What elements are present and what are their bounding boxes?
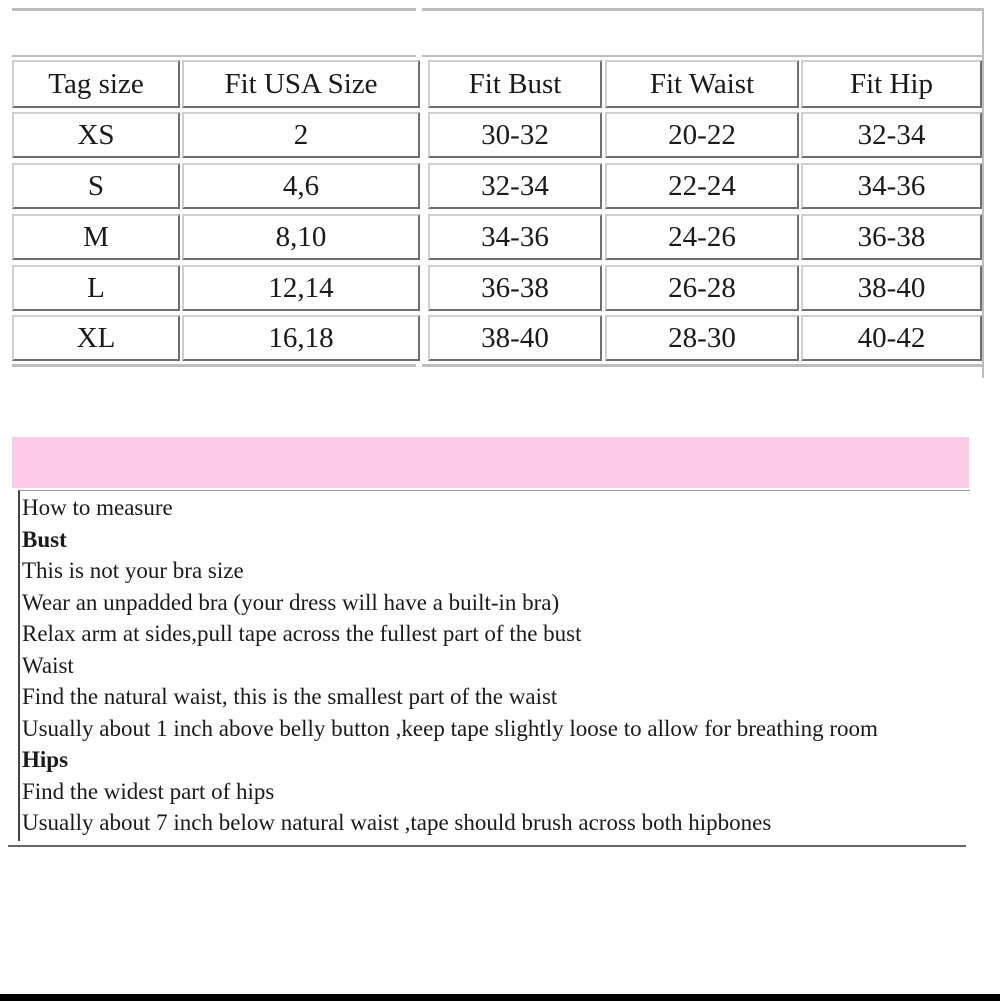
cell-waist: 22-24 (605, 163, 799, 209)
cell-hip: 40-42 (801, 315, 982, 361)
measure-line: Waist (22, 652, 74, 678)
header-tag-size: Tag size (12, 60, 180, 108)
bottom-edge-bar (0, 994, 1000, 1001)
cell-hip: 38-40 (801, 265, 982, 311)
measure-bottom-rule (8, 845, 966, 847)
cell-hip: 34-36 (801, 163, 982, 209)
measure-line: This is not your bra size (22, 558, 244, 583)
cell-usa-size: 16,18 (182, 315, 420, 361)
measure-line: Find the natural waist, this is the smallest part of the waist (22, 684, 558, 709)
measure-line: Usually about 7 inch below natural waist ,tape should brush across both hipbones (22, 810, 772, 835)
cell-usa-size: 12,14 (182, 265, 420, 311)
top-rule-left (12, 8, 416, 11)
measure-line: Relax arm at sides,pull tape across the fullest part of the bust (22, 621, 582, 646)
cell-tag-size: XS (12, 112, 180, 158)
cell-tag-size: L (12, 265, 180, 311)
cell-usa-size: 4,6 (182, 163, 420, 209)
right-rule (982, 8, 984, 378)
measure-line: Find the widest part of hips (22, 778, 275, 804)
measure-line: Bust (22, 526, 67, 552)
cell-waist: 20-22 (605, 112, 799, 158)
cell-usa-size: 8,10 (182, 214, 420, 260)
table-bottom-rule-left (12, 364, 416, 367)
measure-line: Usually about 1 inch above belly button ,keep tape slightly loose to allow for breathing room (22, 715, 878, 741)
cell-hip: 32-34 (801, 112, 982, 158)
measure-line: Hips (22, 747, 69, 772)
cell-waist: 24-26 (605, 214, 799, 260)
cell-waist: 28-30 (605, 315, 799, 361)
table-top-rule-left (12, 55, 416, 57)
header-bust: Fit Bust (428, 60, 602, 108)
cell-waist: 26-28 (605, 265, 799, 311)
cell-bust: 36-38 (428, 265, 602, 311)
cell-tag-size: S (12, 163, 180, 209)
top-rule-right (422, 8, 982, 11)
header-hip: Fit Hip (801, 60, 982, 108)
cell-bust: 32-34 (428, 163, 602, 209)
pink-banner (12, 437, 969, 488)
measure-line: Wear an unpadded bra (your dress will have a built-in bra) (22, 589, 560, 615)
measure-line: How to measure (22, 495, 173, 520)
cell-tag-size: M (12, 214, 180, 260)
cell-hip: 36-38 (801, 214, 982, 260)
cell-tag-size: XL (12, 315, 180, 361)
header-usa-size: Fit USA Size (182, 60, 420, 108)
cell-bust: 38-40 (428, 315, 602, 361)
cell-bust: 30-32 (428, 112, 602, 158)
table-bottom-rule-right (422, 364, 982, 367)
cell-bust: 34-36 (428, 214, 602, 260)
table-top-rule-right (422, 55, 982, 57)
cell-usa-size: 2 (182, 112, 420, 158)
header-waist: Fit Waist (605, 60, 799, 108)
